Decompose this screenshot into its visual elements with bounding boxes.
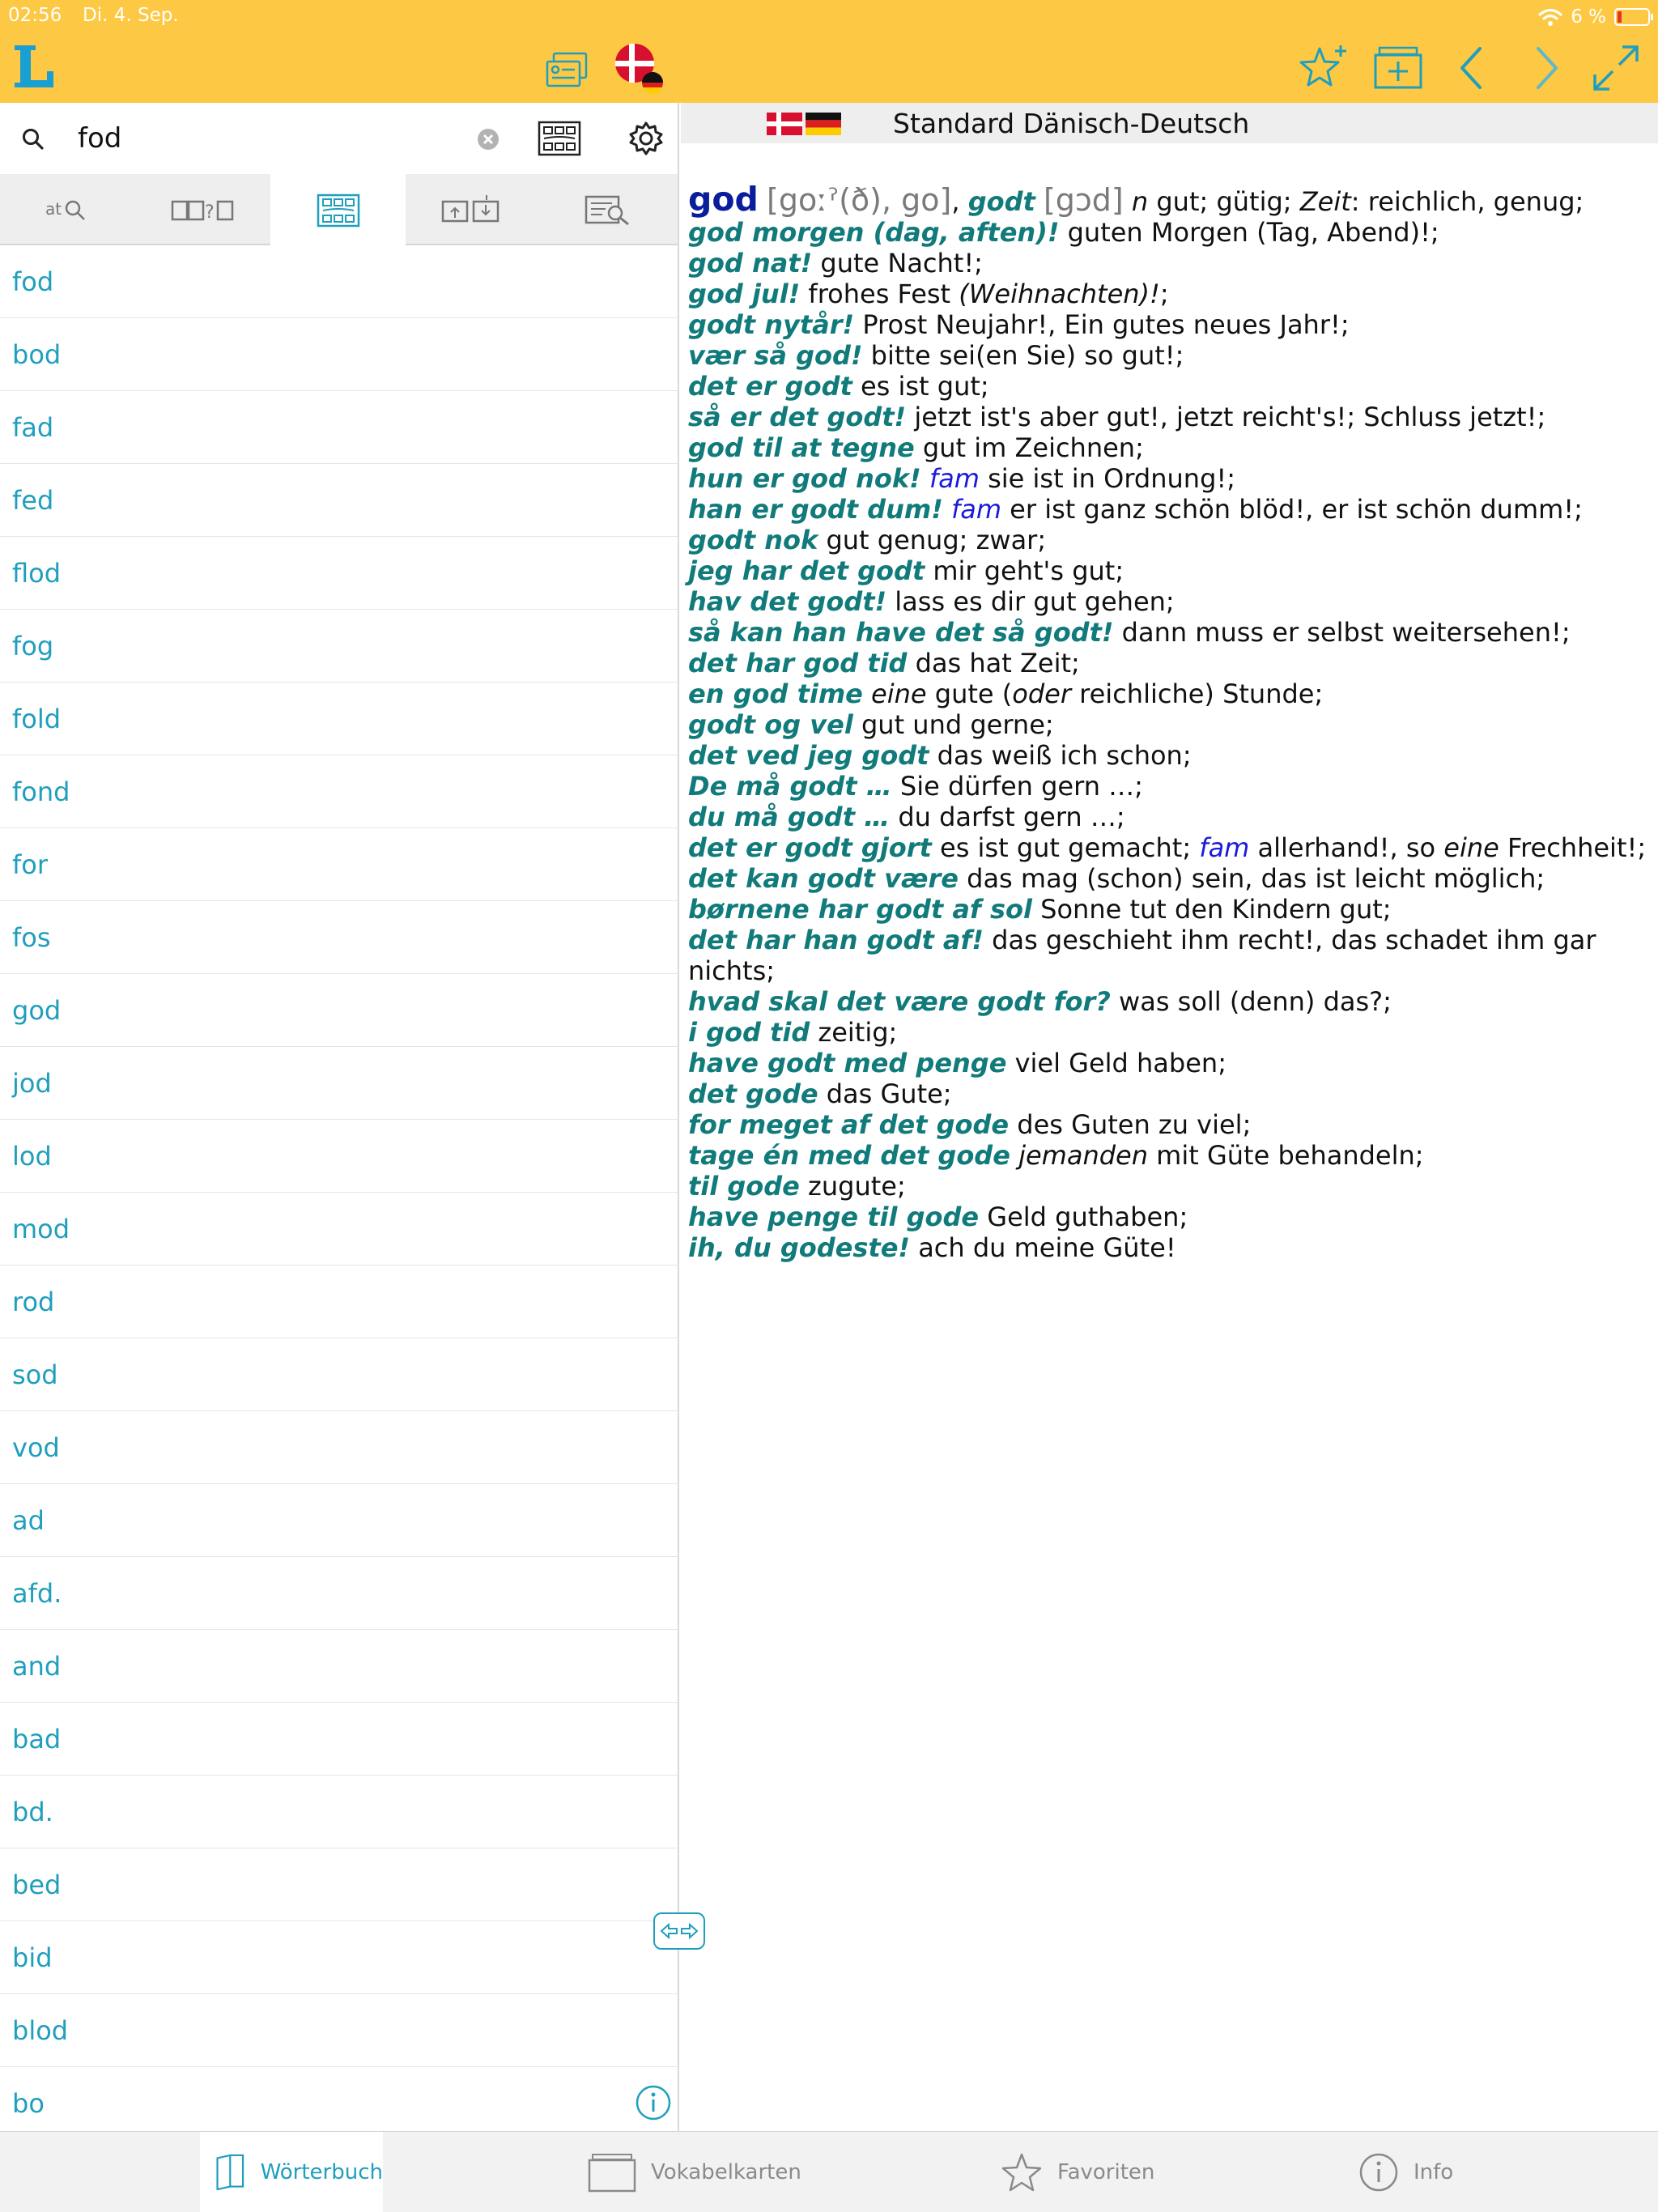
example-line (688, 494, 1656, 525)
inflected-form: godt (967, 186, 1035, 217)
grammar-label: n (1131, 186, 1149, 217)
word-list-panel (0, 103, 679, 2131)
example-line (688, 832, 1656, 863)
word-list-item[interactable]: fos (0, 901, 678, 974)
example-phrase[interactable]: godt og vel (688, 709, 853, 740)
example-line (688, 678, 1656, 709)
example-line (688, 371, 1656, 402)
forward-icon[interactable] (1532, 45, 1561, 91)
word-list-item[interactable]: afd. (0, 1557, 678, 1630)
example-phrase[interactable]: hun er god nok! (688, 463, 921, 494)
word-list (0, 245, 678, 2140)
tab-favoriten[interactable] (1001, 2132, 1154, 2212)
translation-note: jemanden (1018, 1140, 1148, 1171)
example-line (688, 309, 1656, 340)
translation-note: eine (871, 678, 927, 709)
example-line (688, 1140, 1656, 1171)
example-phrase[interactable]: god jul! (688, 279, 801, 309)
german-flag-icon (806, 113, 841, 135)
language-flag-icon[interactable] (614, 42, 665, 94)
example-line-continued (688, 955, 1656, 986)
pronunciation: [gɔd] (1043, 182, 1124, 218)
translation: frohes Fest (808, 279, 951, 309)
register-label: fam (929, 463, 980, 494)
tab-woerterbuch[interactable] (200, 2132, 383, 2212)
top-toolbar (0, 0, 1658, 103)
translation: er ist ganz schön blöd!, er ist schön dumm!; (1010, 494, 1583, 525)
example-line (688, 340, 1656, 371)
example-line (688, 217, 1656, 248)
battery-icon (1614, 8, 1650, 26)
svg-text:?: ? (204, 202, 215, 223)
status-time: 02:56 (8, 5, 62, 26)
example-line (688, 771, 1656, 802)
word-list-item[interactable]: bed (0, 1848, 678, 1921)
tab-compounds[interactable] (406, 174, 541, 245)
register-label: fam (950, 494, 1001, 525)
word-list-item[interactable]: flod (0, 537, 678, 610)
translation: reichliche) Stunde; (1079, 678, 1324, 709)
pronunciation: [goːˀ(ð), go] (767, 182, 952, 218)
example-phrase[interactable]: godt nytår! (688, 309, 855, 340)
danish-flag-icon (767, 113, 802, 135)
gloss: gut; gütig; (1156, 186, 1292, 217)
translation: Sie dürfen gern …; (899, 771, 1143, 802)
example-line (688, 709, 1656, 740)
example-line (688, 1202, 1656, 1232)
dictionary-title: Standard Dänisch-Deutsch (893, 108, 1250, 139)
translation: das weiß ich schon; (937, 740, 1192, 771)
translation: Geld guthaben; (987, 1202, 1188, 1232)
translation: Frechheit!; (1507, 832, 1647, 863)
example-phrase[interactable]: ih, du godeste! (688, 1232, 911, 1263)
dictionary-entry (688, 180, 1656, 1263)
word-list-item[interactable]: mod (0, 1193, 678, 1266)
search-bar (0, 103, 678, 174)
add-favorite-icon[interactable] (1299, 42, 1350, 91)
star-icon (1001, 2152, 1043, 2193)
example-phrase[interactable]: børnene har godt af sol (688, 894, 1032, 925)
word-list-item[interactable]: fod (0, 245, 678, 318)
example-phrase[interactable]: det kan godt være (688, 863, 959, 894)
example-phrase[interactable]: det er godt (688, 371, 852, 402)
word-list-icon (317, 194, 360, 228)
example-phrase[interactable]: hav det godt! (688, 586, 887, 617)
translation: bitte sei(en Sie) so gut!; (870, 340, 1184, 371)
translation: nichts; (688, 955, 776, 986)
example-phrase[interactable]: god morgen (dag, aften)! (688, 217, 1060, 248)
example-line (688, 740, 1656, 771)
word-list-item[interactable]: fog (0, 610, 678, 683)
translation: es ist gut; (860, 371, 989, 402)
example-phrase[interactable]: have godt med penge (688, 1048, 1007, 1078)
word-list-item[interactable]: bd. (0, 1776, 678, 1848)
translation: guten Morgen (Tag, Abend)!; (1067, 217, 1439, 248)
example-line (688, 1232, 1656, 1263)
word-list-item[interactable]: bo (0, 2067, 678, 2140)
example-phrase[interactable]: god nat! (688, 248, 813, 279)
fullscreen-icon[interactable] (1588, 40, 1643, 96)
translation: mit Güte behandeln; (1156, 1140, 1424, 1171)
example-phrase[interactable]: det gode (688, 1078, 818, 1109)
word-list-item[interactable]: bod (0, 318, 678, 391)
example-phrase[interactable]: en god time (688, 678, 863, 709)
translation: gut und gerne; (861, 709, 1054, 740)
example-line (688, 555, 1656, 586)
gear-icon[interactable] (628, 121, 664, 156)
dictionary-header (681, 103, 1658, 143)
example-phrase[interactable]: til gode (688, 1171, 800, 1202)
status-indicators (1538, 3, 1650, 31)
translation: das mag (schon) sein, das ist leicht möglich; (967, 863, 1545, 894)
info-circle-icon (1358, 2152, 1399, 2193)
example-line (688, 432, 1656, 463)
card-list-icon[interactable] (546, 52, 588, 89)
translation: sie ist in Ordnung!; (988, 463, 1235, 494)
translation: was soll (denn) das?; (1119, 986, 1392, 1017)
tab-word-list[interactable] (270, 174, 406, 247)
word-list-item[interactable]: rod (0, 1266, 678, 1338)
resize-arrows-icon (659, 1921, 699, 1942)
example-phrase[interactable]: tage én med det gode (688, 1140, 1010, 1171)
search-mode-tabs (0, 174, 678, 245)
tab-label: Favoriten (1057, 2160, 1155, 2184)
translation: gut genug; zwar; (826, 525, 1047, 555)
tab-label: Info (1414, 2160, 1454, 2184)
word-list-item[interactable]: fed (0, 464, 678, 537)
translation: viel Geld haben; (1014, 1048, 1226, 1078)
word-list-item[interactable]: ad (0, 1484, 678, 1557)
translation: allerhand!, so (1257, 832, 1436, 863)
example-line (688, 1048, 1656, 1078)
word-list-item[interactable]: fold (0, 683, 678, 755)
example-phrase[interactable]: det har han godt af! (688, 925, 984, 955)
register-label: fam (1199, 832, 1250, 863)
translation: das Gute; (826, 1078, 952, 1109)
word-list-item[interactable]: for (0, 828, 678, 901)
bottom-tab-bar (0, 2131, 1658, 2212)
word-list-item[interactable]: sod (0, 1338, 678, 1411)
word-list-item[interactable]: jod (0, 1047, 678, 1120)
word-list-item[interactable]: bid (0, 1921, 678, 1994)
translation-note: (Weihnachten)! (959, 279, 1160, 309)
example-phrase[interactable]: jeg har det godt (688, 555, 925, 586)
translation: zugute; (808, 1171, 906, 1202)
translation-note: eine (1443, 832, 1499, 863)
example-phrase[interactable]: det er godt gjort (688, 832, 932, 863)
translation: gut im Zeichnen; (922, 432, 1144, 463)
translation: zeitig; (818, 1017, 898, 1048)
word-list-item[interactable]: blod (0, 1994, 678, 2067)
example-phrase[interactable]: det har god tid (688, 648, 908, 678)
word-list-item[interactable]: bad (0, 1703, 678, 1776)
back-icon[interactable] (1457, 45, 1486, 91)
example-line (688, 863, 1656, 894)
example-phrase[interactable]: i god tid (688, 1017, 810, 1048)
info-icon[interactable] (635, 2084, 672, 2121)
example-phrase[interactable]: så er det godt! (688, 402, 907, 432)
dictionary-entry-panel (681, 103, 1658, 2131)
example-line (688, 1017, 1656, 1048)
example-line (688, 1078, 1656, 1109)
search-icon (21, 127, 45, 151)
word-board-icon[interactable] (538, 121, 581, 156)
translation: das geschieht ihm recht!, das schadet ihm gar (992, 925, 1596, 955)
word-list-item[interactable]: fond (0, 755, 678, 828)
compounds-icon (441, 194, 506, 226)
translation: ; (1159, 279, 1169, 309)
vocab-cards-icon (588, 2152, 636, 2193)
example-line (688, 525, 1656, 555)
word-list-item[interactable]: vod (0, 1411, 678, 1484)
add-vocab-card-icon[interactable] (1373, 45, 1423, 91)
wifi-icon (1538, 7, 1562, 27)
search-input[interactable] (78, 116, 458, 161)
example-phrase[interactable]: for meget af det gode (688, 1109, 1010, 1140)
example-line (688, 463, 1656, 494)
example-line (688, 894, 1656, 925)
example-phrase[interactable]: godt nok (688, 525, 818, 555)
example-phrase[interactable]: hvad skal det være godt for? (688, 986, 1111, 1017)
clear-search-icon[interactable] (476, 127, 500, 151)
example-line (688, 402, 1656, 432)
translation: Sonne tut den Kindern gut; (1040, 894, 1392, 925)
word-list-item[interactable]: and (0, 1630, 678, 1703)
status-date: Di. 4. Sep. (83, 5, 179, 26)
translation-note: oder (1012, 678, 1071, 709)
example-phrase[interactable]: du må godt … (688, 802, 891, 832)
tab-info[interactable] (1358, 2132, 1453, 2212)
example-line (688, 586, 1656, 617)
translation: das hat Zeit; (915, 648, 1080, 678)
translation: gute ( (934, 678, 1013, 709)
example-line (688, 648, 1656, 678)
book-icon (215, 2151, 246, 2193)
translation: Prost Neujahr!, Ein gutes neues Jahr!; (862, 309, 1350, 340)
headword: god (688, 180, 759, 219)
translation: jetzt ist's aber gut!, jetzt reicht's!; Schluss jetzt!; (914, 402, 1546, 432)
translation: lass es dir gut gehen; (895, 586, 1175, 617)
example-phrase[interactable]: have penge til gode (688, 1202, 980, 1232)
langenscheidt-logo-icon (11, 42, 57, 89)
fuzzy-search-icon (171, 195, 236, 224)
wildcard-search-icon (44, 195, 92, 224)
fulltext-search-icon (585, 194, 633, 226)
translation: du darfst gern …; (898, 802, 1125, 832)
dictionary-flags (767, 113, 841, 135)
tab-label: Vokabelkarten (651, 2160, 801, 2184)
translation: dann muss er selbst weitersehen!; (1121, 617, 1571, 648)
example-line (688, 802, 1656, 832)
example-phrase[interactable]: vær så god! (688, 340, 863, 371)
battery-percent: 6 % (1571, 6, 1606, 28)
example-line (688, 986, 1656, 1017)
word-list-item[interactable]: god (0, 974, 678, 1047)
svg-text:at: at (45, 199, 62, 219)
translation: es ist gut gemacht; (940, 832, 1192, 863)
tab-label: Wörterbuch (260, 2160, 383, 2184)
gloss: : reichlich, genug; (1350, 186, 1584, 217)
example-line (688, 1109, 1656, 1140)
example-phrase[interactable]: han er godt dum! (688, 494, 943, 525)
example-phrase[interactable]: det ved jeg godt (688, 740, 929, 771)
translation: gute Nacht!; (820, 248, 983, 279)
entry-headline: god [goːˀ(ð), go], godt [gɔd] n gut; gütig; Zeit: reichlich, genug; (688, 180, 1584, 219)
example-line (688, 279, 1656, 309)
tab-vokabelkarten[interactable] (588, 2132, 801, 2212)
example-phrase[interactable]: så kan han have det så godt! (688, 617, 1114, 648)
usage-label: Zeit (1299, 186, 1351, 217)
example-line (688, 248, 1656, 279)
word-list-item[interactable]: fad (0, 391, 678, 464)
split-view-handle[interactable] (653, 1912, 705, 1950)
word-list-item[interactable]: lod (0, 1120, 678, 1193)
tab-fulltext-search[interactable] (541, 174, 676, 245)
tab-fuzzy-search[interactable] (135, 174, 270, 245)
example-phrase[interactable]: god til at tegne (688, 432, 915, 463)
tab-wildcard-search[interactable] (0, 174, 135, 245)
example-line (688, 617, 1656, 648)
translation: mir geht's gut; (933, 555, 1124, 586)
translation: ach du meine Güte! (918, 1232, 1176, 1263)
example-line (688, 1171, 1656, 1202)
example-line (688, 925, 1656, 955)
translation: des Guten zu viel; (1017, 1109, 1252, 1140)
example-phrase[interactable]: De må godt … (688, 771, 892, 802)
